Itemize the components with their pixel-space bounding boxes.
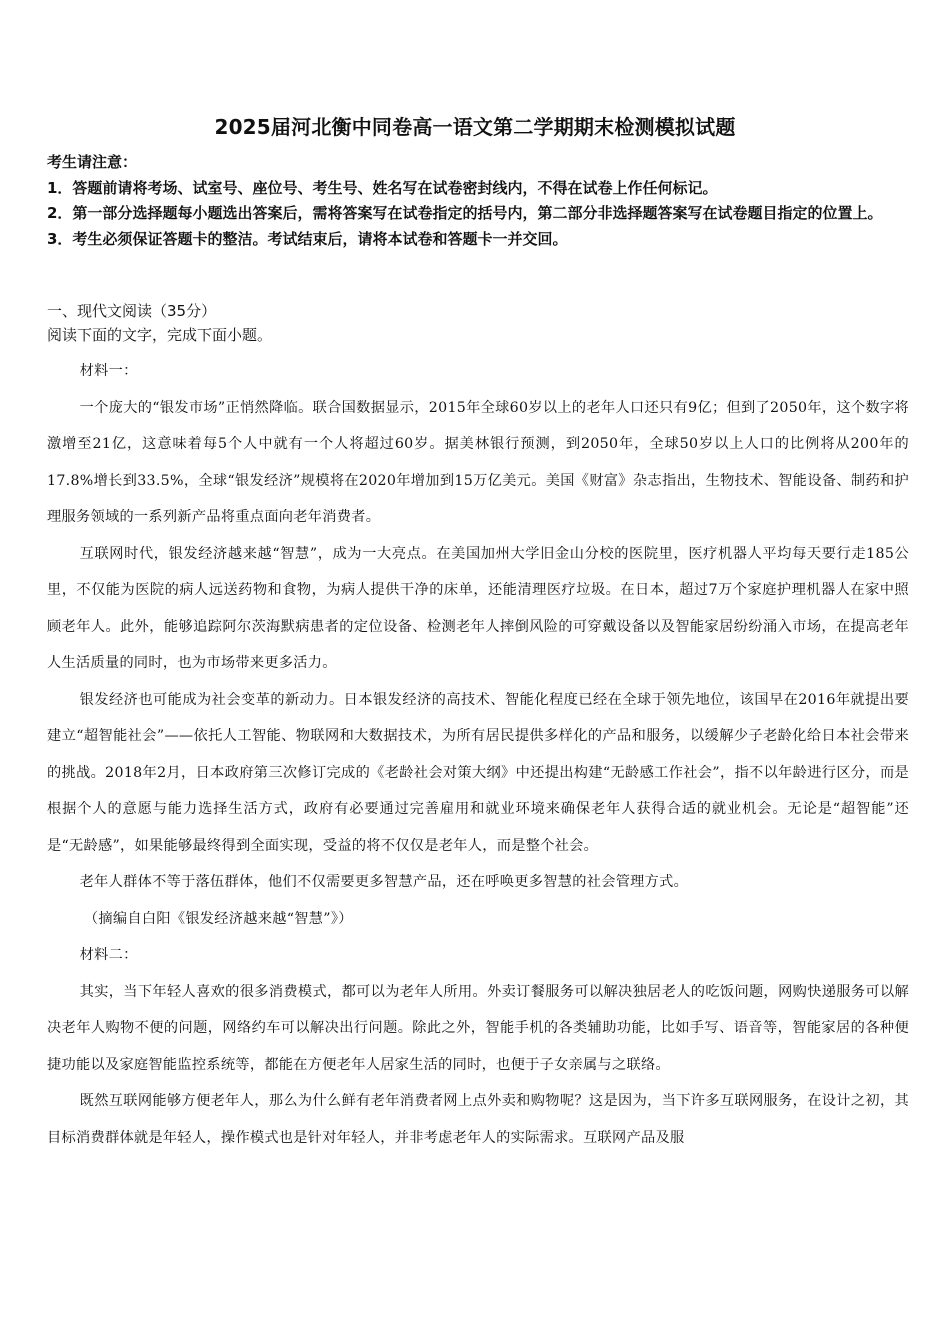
passage-paragraph: 其实，当下年轻人喜欢的很多消费模式，都可以为老年人所用。外卖订餐服务可以解决独居老人的吃饭问题，网购快递服务可以解决老年人购物不便的问题，网络约车可以解决出行问题。除此之外，智能手机的各类辅助功能，比如手写、语音等，智能家居的各种便捷功能以及家庭智能监控系统等，都能在方便老年人居家生活的同时，也便于子女亲属与之联络。	[47, 983, 909, 1073]
material-one-source: （摘编自白阳《银发经济越来越“智慧”》）	[83, 910, 353, 927]
section-instruction: 阅读下面的文字，完成下面小题。	[47, 326, 273, 344]
candidate-notice	[47, 150, 907, 252]
passage-paragraph: 既然互联网能够方便老年人，那么为什么鲜有老年消费者网上点外卖和购物呢？这是因为，当下许多互联网服务，在设计之初，其目标消费群体就是年轻人，操作模式也是针对年轻人，并非考虑老年人的实际需求。互联网产品及服	[47, 1093, 909, 1146]
notice-heading: 考生请注意：	[47, 153, 138, 171]
page-title: 2025届河北衡中同卷高一语文第二学期期末检测模拟试题	[214, 115, 736, 139]
passage-paragraph: 互联网时代，银发经济越来越“智慧”，成为一大亮点。在美国加州大学旧金山分校的医院里，医疗机器人平均每天要行走185公里，不仅能为医院的病人远送药物和食物，为病人提供干净的床单，还能清理医疗垃圾。在日本，超过7万个家庭护理机器人在家中照顾老年人。此外，能够追踪阿尔茨海默病患者的定位设备、检测老年人摔倒风险的可穿戴设备以及智能家居纷纷涌入市场，在提高老年人生活质量的同时，也为市场带来更多活力。	[47, 545, 909, 671]
notice-item: 2．第一部分选择题每小题选出答案后，需将答案写在试卷指定的括号内，第二部分非选择题答案写在试卷题目指定的位置上。	[47, 204, 883, 222]
section-heading: 一、现代文阅读（35分）	[47, 302, 217, 320]
notice-item: 1．答题前请将考场、试室号、座位号、考生号、姓名写在试卷密封线内，不得在试卷上作任何标记。	[47, 178, 718, 197]
passage-paragraph: 老年人群体不等于落伍群体，他们不仅需要更多智慧产品，还在呼唤更多智慧的社会管理方式。	[79, 874, 689, 890]
material-one-label: 材料一：	[79, 363, 138, 379]
notice-item: 3．考生必须保证答题卡的整洁。考试结束后，请将本试卷和答题卡一并交回。	[47, 229, 568, 248]
passage-paragraph: 银发经济也可能成为社会变革的新动力。日本银发经济的高技术、智能化程度已经在全球于领先地位，该国早在2016年就提出要建立“超智能社会”——依托人工智能、物联网和大数据技术，为所有居民提供多样化的产品和服务，以缓解少子老龄化给日本社会带来的挑战。2018年2月，日本政府第三次修订完成的《老龄社会对策大纲》中还提出构建“无龄感工作社会”，指不以年龄进行区分，而是根据个人的意愿与能力选择生活方式，政府有必要通过完善雇用和就业环境来确保老年人获得合适的就业机会。无论是“超智能”还是“无龄感”，如果能够最终得到全面实现，受益的将不仅仅是老年人，而是整个社会。	[47, 691, 909, 854]
reading-passage	[47, 353, 909, 1156]
material-two-label: 材料二：	[79, 947, 138, 963]
passage-paragraph: 一个庞大的“银发市场”正悄然降临。联合国数据显示，2015年全球60岁以上的老年人口还只有9亿；但到了2050年，这个数字将激增至21亿，这意味着每5个人中就有一个人将超过60岁。据美林银行预测，到2050年，全球50岁以上人口的比例将从200年的17.8%增长到33.5%，全球“银发经济”规模将在2020年增加到15万亿美元。美国《财富》杂志指出，生物技术、智能设备、制药和护理服务领域的一系列新产品将重点面向老年消费者。	[47, 399, 909, 525]
